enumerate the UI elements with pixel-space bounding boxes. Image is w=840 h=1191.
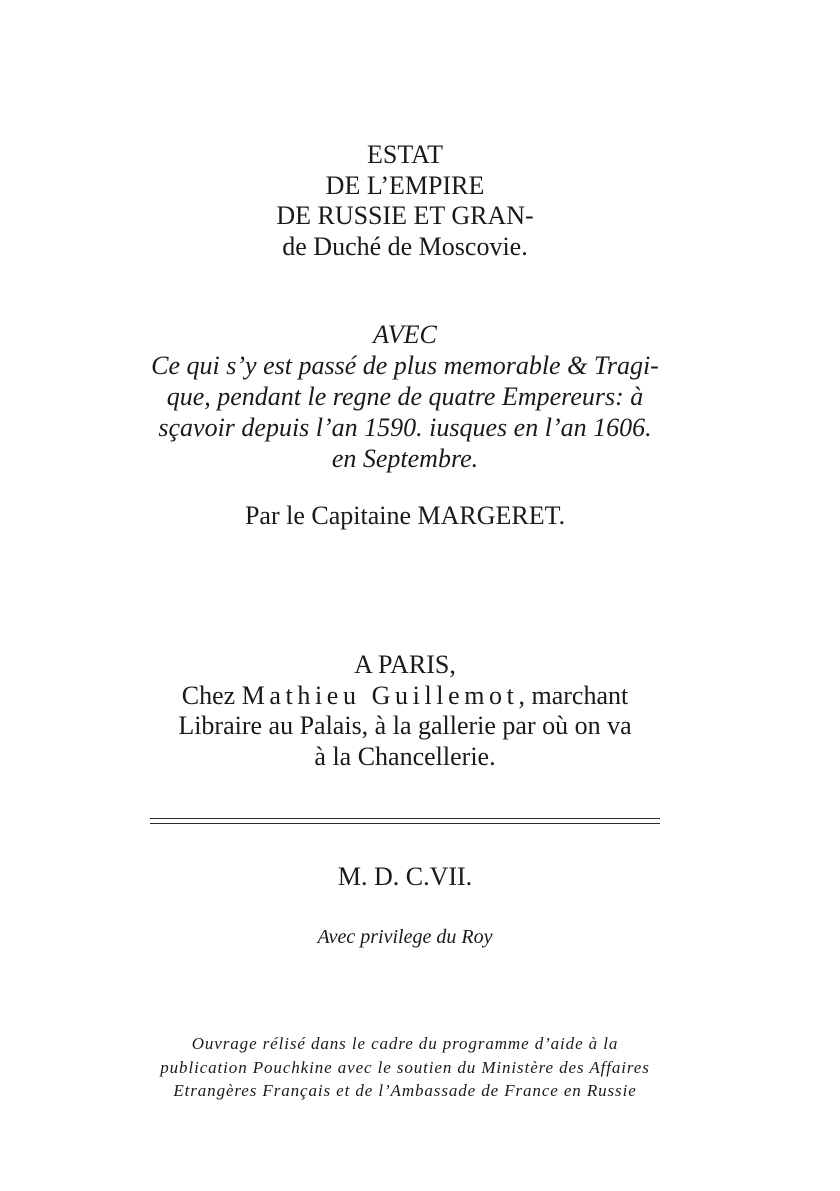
printer-name: Mathieu Guillemot bbox=[241, 680, 519, 710]
subtitle-line: AVEC bbox=[373, 320, 437, 349]
subtitle-line: en Septembre. bbox=[331, 444, 479, 473]
imprint-prefix: Chez bbox=[181, 680, 242, 710]
privilege-note: Avec privilege du Roy bbox=[317, 926, 493, 948]
imprint-address-line: Libraire au Palais, à la gallerie par où on va bbox=[178, 711, 632, 740]
subtitle-line: Ce qui s’y est passé de plus memorable & Tragi- bbox=[151, 351, 659, 380]
imprint-printer-line bbox=[0, 681, 810, 712]
double-rule-divider bbox=[150, 818, 660, 824]
author-line: Par le Capitaine MARGERET. bbox=[244, 501, 566, 530]
credit-line: Etrangères Français et de l’Ambassade de France en Russie bbox=[173, 1081, 637, 1100]
subtitle-line: que, pendant le regne de quatre Empereurs: à bbox=[166, 382, 644, 411]
title-line: DE L’EMPIRE bbox=[325, 170, 485, 200]
subtitle-avec bbox=[0, 319, 810, 474]
imprint bbox=[0, 650, 810, 772]
credit-note bbox=[0, 1032, 810, 1103]
imprint-suffix: , marchant bbox=[518, 680, 629, 710]
book-title bbox=[0, 140, 810, 262]
title-line: DE RUSSIE ET GRAN- bbox=[276, 201, 534, 230]
credit-line: Ouvrage rélisé dans le cadre du programme d’aide à la bbox=[191, 1034, 619, 1053]
title-line: ESTAT bbox=[367, 140, 443, 169]
publication-date: M. D. C.VII. bbox=[337, 862, 473, 891]
subtitle-line: sçavoir depuis l’an 1590. iusques en l’an 1606. bbox=[158, 413, 652, 442]
imprint-city: A PARIS, bbox=[354, 650, 456, 679]
title-line: de Duché de Moscovie. bbox=[282, 231, 528, 261]
credit-line: publication Pouchkine avec le soutien du Ministère des Affaires bbox=[160, 1057, 650, 1077]
imprint-address-line: à la Chancellerie. bbox=[314, 741, 496, 771]
